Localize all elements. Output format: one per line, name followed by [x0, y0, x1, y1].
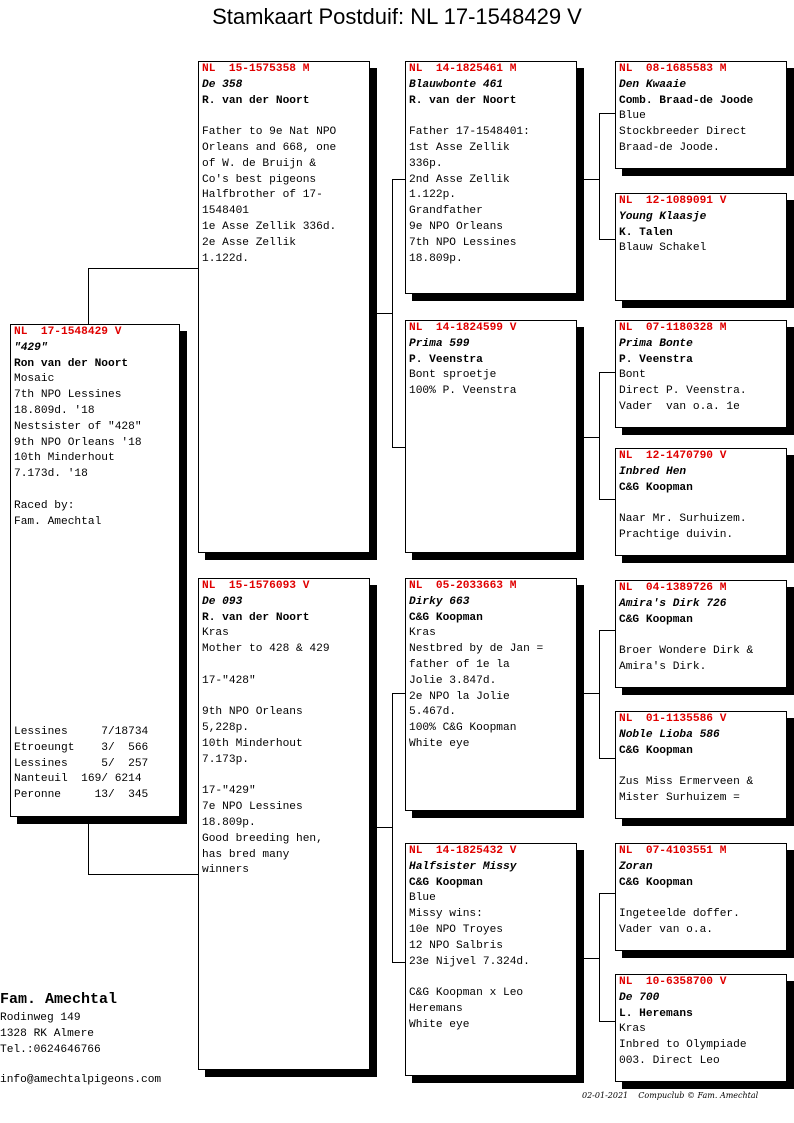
pigeon-info-line: Fam. Amechtal [14, 515, 102, 528]
pigeon-info-line: Inbred to Olympiade [619, 1039, 747, 1052]
pigeon-info-line: Kras [619, 1023, 646, 1036]
pigeon-card-maternal-grandfather[interactable] [405, 578, 577, 811]
breeder-city: 1328 RK Almere [0, 1028, 94, 1040]
pigeon-info-line: 1e Asse Zellik 336d. [202, 220, 337, 233]
pigeon-card-ggp-8[interactable] [615, 974, 787, 1082]
pigeon-info-line: Stockbreeder Direct [619, 126, 747, 139]
connector [392, 179, 393, 447]
connector [376, 313, 392, 314]
pigeon-info-line: Mister Surhuizem = [619, 791, 740, 804]
race-result: Lessines 5/ 257 [14, 757, 149, 770]
ring-number: NL 05-2033663 M [409, 580, 517, 592]
breeder-email[interactable]: info@amechtalpigeons.com [0, 1074, 162, 1086]
pigeon-info-line: Jolie 3.847d. [409, 674, 497, 687]
pigeon-info-line [202, 658, 366, 674]
pigeon-info-line: 10e NPO Troyes [409, 923, 503, 936]
pigeon-info-line: 1.122p. [409, 189, 456, 202]
pigeon-card-ggp-5[interactable] [615, 580, 787, 688]
pigeon-owner: K. Talen [619, 226, 673, 239]
pigeon-info-line: Blauw Schakel [619, 242, 707, 255]
pigeon-card-ggp-4[interactable] [615, 448, 787, 556]
pigeon-info-line: 336p. [409, 157, 443, 170]
connector [583, 179, 599, 180]
pigeon-info-line: 1548401 [202, 205, 249, 218]
pigeon-name: Prima 599 [409, 337, 470, 350]
pigeon-name: Young Klaasje [619, 210, 707, 223]
pigeon-name: Den Kwaaie [619, 78, 687, 91]
connector [88, 822, 89, 874]
race-results [14, 725, 148, 804]
pigeon-info-line: Broer Wondere Dirk & [619, 645, 754, 658]
race-result: Peronne 13/ 345 [14, 789, 149, 802]
pigeon-name: Amira's Dirk 726 [619, 597, 727, 610]
breeder-info [0, 990, 161, 1088]
pigeon-info-line: 2e NPO la Jolie [409, 690, 510, 703]
connector [392, 179, 405, 180]
pigeon-info-line: Kras [409, 627, 436, 640]
pigeon-owner: Ron van der Noort [14, 357, 129, 370]
pigeon-card-paternal-grandmother[interactable] [405, 320, 577, 553]
pigeon-info-line: Kras [202, 627, 229, 640]
pigeon-info-line: 10th Minderhout [14, 452, 115, 465]
pigeon-owner: C&G Koopman [619, 481, 693, 494]
pigeon-card-ggp-7[interactable] [615, 843, 787, 951]
pigeon-info-line: Blue [619, 110, 646, 123]
connector [599, 893, 615, 894]
connector [599, 372, 600, 499]
breeder-address: Rodinweg 149 [0, 1012, 81, 1024]
connector [392, 962, 405, 963]
pigeon-info-line: 1st Asse Zellik [409, 141, 510, 154]
pigeon-info-line: Heremans [409, 1002, 463, 1015]
pigeon-name: "429" [14, 341, 48, 354]
pigeon-name: Blauwbonte 461 [409, 78, 503, 91]
pigeon-info-line: White eye [409, 1018, 470, 1031]
pigeon-info-line: Bont [619, 369, 646, 382]
pigeon-info-line: Braad-de Joode. [619, 141, 720, 154]
pigeon-owner: P. Veenstra [619, 353, 693, 366]
pigeon-info-line [409, 970, 573, 986]
pigeon-info-line: 18.809p. [202, 816, 256, 829]
pigeon-name: De 700 [619, 991, 660, 1004]
connector [583, 437, 599, 438]
pigeon-info-line: 7th NPO Lessines [14, 389, 122, 402]
pigeon-info-line: C&G Koopman x Leo [409, 987, 524, 1000]
pigeon-info-line: Father 17-1548401: [409, 126, 530, 139]
pigeon-info-line: 17-"428" [202, 674, 256, 687]
ring-number: NL 08-1685583 M [619, 63, 727, 75]
pigeon-info-line: 7.173d. '18 [14, 468, 88, 481]
connector [599, 239, 615, 240]
connector [88, 268, 89, 325]
pigeon-info-line: Prachtige duivin. [619, 528, 734, 541]
pigeon-info-line: Missy wins: [409, 908, 483, 921]
breeder-phone: Tel.:0624646766 [0, 1044, 101, 1056]
pigeon-name: De 093 [202, 595, 243, 608]
pigeon-info-line: Good breeding hen, [202, 832, 323, 845]
pigeon-info-line: Grandfather [409, 205, 483, 218]
connector [599, 113, 615, 114]
pigeon-info-line: 9th NPO Orleans [202, 706, 303, 719]
pigeon-info-line [202, 690, 366, 706]
pigeon-info-line [619, 891, 783, 907]
pigeon-info-line: 7e NPO Lessines [202, 801, 303, 814]
ring-number: NL 07-4103551 M [619, 845, 727, 857]
pigeon-card-ggp-3[interactable] [615, 320, 787, 428]
connector [392, 447, 405, 448]
pigeon-info-line: 1.122d. [202, 252, 249, 265]
pigeon-owner: L. Heremans [619, 1007, 693, 1020]
pigeon-card-father[interactable] [198, 61, 370, 553]
pigeon-info-line: Nestsister of "428" [14, 420, 142, 433]
pigeon-info-line: 12 NPO Salbris [409, 939, 503, 952]
pigeon-info-line [619, 759, 783, 775]
pigeon-info-line: 17-"429" [202, 785, 256, 798]
ring-number: NL 15-1575358 M [202, 63, 310, 75]
pigeon-info-line: 23e Nijvel 7.324d. [409, 955, 530, 968]
ring-number: NL 12-1470790 V [619, 450, 727, 462]
race-result: Lessines 7/18734 [14, 726, 149, 738]
pigeon-info-line: 9e NPO Orleans [409, 220, 503, 233]
connector [599, 372, 615, 373]
pigeon-info-line: Amira's Dirk. [619, 660, 707, 673]
page-title: Stamkaart Postduif: NL 17-1548429 V [212, 4, 582, 29]
connector [599, 113, 600, 239]
pigeon-info-line [202, 769, 366, 785]
pigeon-info-line [409, 109, 573, 125]
pigeon-info-line: White eye [409, 737, 470, 750]
pigeon-card-maternal-grandmother[interactable] [405, 843, 577, 1076]
pigeon-info-line [202, 109, 366, 125]
pigeon-name: Prima Bonte [619, 337, 693, 350]
pigeon-info-line: 2nd Asse Zellik [409, 173, 510, 186]
pigeon-info-line: 9th NPO Orleans '18 [14, 436, 142, 449]
pigeon-card-ggp-6[interactable] [615, 711, 787, 819]
connector [376, 827, 392, 828]
ring-number: NL 07-1180328 M [619, 322, 727, 334]
pigeon-info-line: 18.809p. [409, 252, 463, 265]
pigeon-info-line: 100% P. Veenstra [409, 385, 517, 398]
pigeon-card-paternal-grandfather[interactable] [405, 61, 577, 294]
connector [599, 758, 615, 759]
pigeon-owner: C&G Koopman [409, 876, 483, 889]
connector [392, 693, 393, 962]
pigeon-owner: C&G Koopman [619, 744, 693, 757]
pigeon-info-line: Vader van o.a. [619, 923, 713, 936]
ring-number: NL 15-1576093 V [202, 580, 310, 592]
pigeon-info-line: has bred many [202, 848, 290, 861]
race-result: Etroeungt 3/ 566 [14, 741, 149, 754]
pigeon-card-ggp-1[interactable] [615, 61, 787, 169]
footer: 02-01-2021 Compuclub © Fam. Amechtal [582, 1091, 759, 1100]
pigeon-info-line: 7.173p. [202, 753, 249, 766]
pigeon-info-line: Mosaic [14, 373, 55, 386]
pigeon-info-line: Halfbrother of 17- [202, 189, 323, 202]
pigeon-name: Dirky 663 [409, 595, 470, 608]
pigeon-info-line [14, 483, 176, 499]
ring-number: NL 04-1389726 M [619, 582, 727, 594]
pigeon-card-mother[interactable] [198, 578, 370, 1070]
pigeon-owner: R. van der Noort [202, 94, 310, 107]
connector [88, 874, 199, 875]
pigeon-info-line: Blue [409, 892, 436, 905]
pigeon-info-line: 18.809d. '18 [14, 404, 95, 417]
pigeon-info-line: 5,228p. [202, 722, 249, 735]
connector [392, 693, 405, 694]
pigeon-info-line: 2e Asse Zellik [202, 236, 296, 249]
pigeon-owner: R. van der Noort [202, 611, 310, 624]
breeder-name: Fam. Amechtal [0, 991, 118, 1008]
pigeon-name: Noble Lioba 586 [619, 728, 720, 741]
pigeon-name: Halfsister Missy [409, 860, 517, 873]
connector [599, 893, 600, 1021]
pigeon-info-line: father of 1e la [409, 658, 510, 671]
pigeon-info-line: Raced by: [14, 499, 75, 512]
pigeon-name: De 358 [202, 78, 243, 91]
pigeon-info-line: of W. de Bruijn & [202, 157, 317, 170]
pigeon-info-line: Nestbred by de Jan = [409, 643, 544, 656]
connector [583, 693, 599, 694]
pigeon-info-line: Direct P. Veenstra. [619, 385, 747, 398]
pigeon-info-line: 100% C&G Koopman [409, 722, 517, 735]
pigeon-info-line: Vader van o.a. 1e [619, 400, 740, 413]
pigeon-owner: C&G Koopman [619, 613, 693, 626]
pigeon-info-line: winners [202, 864, 249, 877]
connector [599, 630, 600, 758]
pigeon-owner: C&G Koopman [409, 611, 483, 624]
pigeon-info-line: Mother to 428 & 429 [202, 643, 330, 656]
ring-number: NL 12-1089091 V [619, 195, 727, 207]
pigeon-info-line: Father to 9e Nat NPO [202, 126, 337, 139]
pigeon-info-line [619, 496, 783, 512]
pigeon-info-line: Naar Mr. Surhuizem. [619, 513, 747, 526]
ring-number: NL 17-1548429 V [14, 326, 122, 338]
pigeon-info-line: Ingeteelde doffer. [619, 908, 740, 921]
ring-number: NL 14-1825461 M [409, 63, 517, 75]
ring-number: NL 01-1135586 V [619, 713, 727, 725]
pigeon-card-ggp-2[interactable] [615, 193, 787, 301]
ring-number: NL 10-6358700 V [619, 976, 727, 988]
connector [599, 499, 615, 500]
pigeon-info-line: 10th Minderhout [202, 737, 303, 750]
connector [583, 958, 599, 959]
ring-number: NL 14-1825432 V [409, 845, 517, 857]
pigeon-info-line: Zus Miss Ermerveen & [619, 776, 754, 789]
pigeon-info-line: Orleans and 668, one [202, 141, 337, 154]
pigeon-info-line: 003. Direct Leo [619, 1054, 720, 1067]
connector [88, 268, 199, 269]
ring-number: NL 14-1824599 V [409, 322, 517, 334]
pigeon-owner: C&G Koopman [619, 876, 693, 889]
pigeon-owner: R. van der Noort [409, 94, 517, 107]
pigeon-name: Zoran [619, 860, 653, 873]
pigeon-info-line: 5.467d. [409, 706, 456, 719]
pigeon-info-line: Bont sproetje [409, 369, 497, 382]
pigeon-owner: Comb. Braad-de Joode [619, 94, 754, 107]
pigeon-owner: P. Veenstra [409, 353, 483, 366]
pigeon-info-line [619, 628, 783, 644]
pigeon-info-line: Co's best pigeons [202, 173, 317, 186]
pigeon-info-line: 7th NPO Lessines [409, 236, 517, 249]
connector [599, 630, 615, 631]
connector [599, 1021, 615, 1022]
race-result: Nanteuil 169/ 6214 [14, 773, 142, 786]
pigeon-name: Inbred Hen [619, 465, 687, 478]
